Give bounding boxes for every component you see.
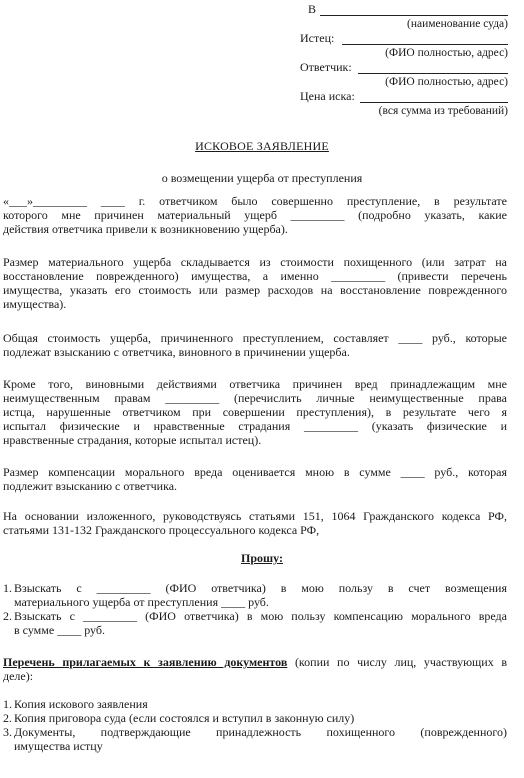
text-line: деле): — [3, 669, 34, 683]
paragraph-total-damage — [3, 331, 507, 359]
header-block — [296, 2, 508, 118]
attachments-heading-rest: (копии по числу лиц, участвующих в — [287, 655, 507, 669]
price-line[interactable] — [360, 102, 508, 103]
text-line: Общая стоимость ущерба, причиненного преступлением, составляет ____ руб., которые — [3, 331, 507, 345]
text-line: На основании изложенного, руководствуясь статьями 151, 1064 Гражданского кодекса РФ, — [3, 509, 507, 523]
text-line: Копия приговора суда (если состоялся и вступил в законную силу) — [14, 711, 355, 725]
text-line: Кроме того, виновными действиями ответчика причинен вред принадлежащим мне — [3, 377, 507, 391]
attachments-list — [3, 697, 507, 753]
text-line: материального ущерба от преступления ____ руб. — [14, 595, 269, 609]
text-line: Копия искового заявления — [14, 697, 148, 711]
list-number: 2. — [3, 711, 12, 725]
plaintiff-line[interactable] — [342, 44, 508, 45]
text-line: имущества истцу — [14, 739, 103, 753]
paragraph-moral-harm — [3, 377, 507, 447]
court-row — [296, 2, 508, 17]
text-line: истца, нарушенные ответчиком при совершении преступления), в результате чего я — [3, 405, 507, 419]
text-line: Документы, подтверждающие принадлежность похищенного (поврежденного) — [14, 725, 507, 739]
document-title: ИСКОВОЕ ЗАЯВЛЕНИЕ — [195, 139, 329, 153]
text-line: «___»_________ ____ г. ответчиком было совершенно преступление, в результате — [3, 194, 507, 208]
list-number: 1. — [3, 697, 12, 711]
text-line: неимущественным правам _________ (перечислить личные неимущественные права — [3, 391, 507, 405]
court-line[interactable] — [320, 15, 508, 16]
document-subtitle: о возмещении ущерба от преступления — [161, 171, 363, 185]
text-line: подлежат взысканию с ответчика, виновного в причинении ущерба. — [3, 345, 350, 359]
paragraph-compensation — [3, 465, 507, 493]
price-label: Цена иска: — [300, 89, 355, 103]
defendant-hint: (ФИО полностью, адрес) — [385, 76, 508, 88]
text-line: в сумме ____ руб. — [14, 623, 105, 637]
list-item — [3, 581, 507, 609]
text-line: действия ответчика привели к возникновению ущерба). — [3, 222, 288, 236]
plaintiff-label: Истец: — [300, 31, 335, 45]
defendant-label: Ответчик: — [300, 60, 352, 74]
plaintiff-row — [296, 31, 508, 46]
list-item — [3, 609, 507, 637]
text-line: испытал физические и нравственные страдания _________ (указать физические и — [3, 419, 507, 433]
plaintiff-hint: (ФИО полностью, адрес) — [385, 47, 508, 59]
text-line: которого мне причинен материальный ущерб _________ (подробно указать, какие — [3, 208, 507, 222]
paragraph-material-damage — [3, 255, 507, 311]
court-hint: (наименование суда) — [407, 18, 508, 30]
text-line: имущества). — [3, 297, 67, 311]
text-line: восстановление поврежденного) имущества, а именно _________ (привести перечень — [3, 269, 507, 283]
paragraph-legal-basis — [3, 509, 507, 537]
list-item — [3, 697, 507, 711]
attachments-heading-bold: Перечень прилагаемых к заявлению документов — [3, 655, 288, 669]
text-line: нравственные страдания, которые испытал истец). — [3, 433, 262, 447]
attachments-heading — [3, 655, 507, 683]
text-line: Размер компенсации морального вреда оценивается мною в сумме ____ руб., которая — [3, 465, 507, 479]
paragraph-incident — [3, 194, 507, 236]
price-row — [296, 89, 508, 104]
text-line: имущества, указать его стоимость или размер расходов на восстановление поврежденного — [3, 283, 507, 297]
text-line: статьями 131-132 Гражданского процессуального кодекса РФ, — [3, 523, 320, 537]
attachments-heading-line — [3, 655, 507, 669]
text-line: Размер материального ущерба складывается из стоимости похищенного (или затрат на — [3, 255, 507, 269]
price-hint: (вся сумма из требований) — [378, 105, 508, 117]
list-item — [3, 725, 507, 753]
list-number: 3. — [3, 725, 12, 739]
list-number: 1. — [3, 581, 12, 595]
defendant-line[interactable] — [358, 73, 508, 74]
requests-list — [3, 581, 507, 637]
court-prefix: В — [308, 2, 317, 16]
text-line: Взыскать с _________ (ФИО ответчика) в мою пользу компенсацию морального вреда — [14, 609, 507, 623]
text-line: Взыскать с _________ (ФИО ответчика) в мою пользу в счет возмещения — [14, 581, 507, 595]
text-line: подлежит взысканию с ответчика. — [3, 479, 178, 493]
defendant-row — [296, 60, 508, 75]
request-heading: Прошу: — [241, 551, 283, 565]
list-number: 2. — [3, 609, 12, 623]
list-item — [3, 711, 507, 725]
